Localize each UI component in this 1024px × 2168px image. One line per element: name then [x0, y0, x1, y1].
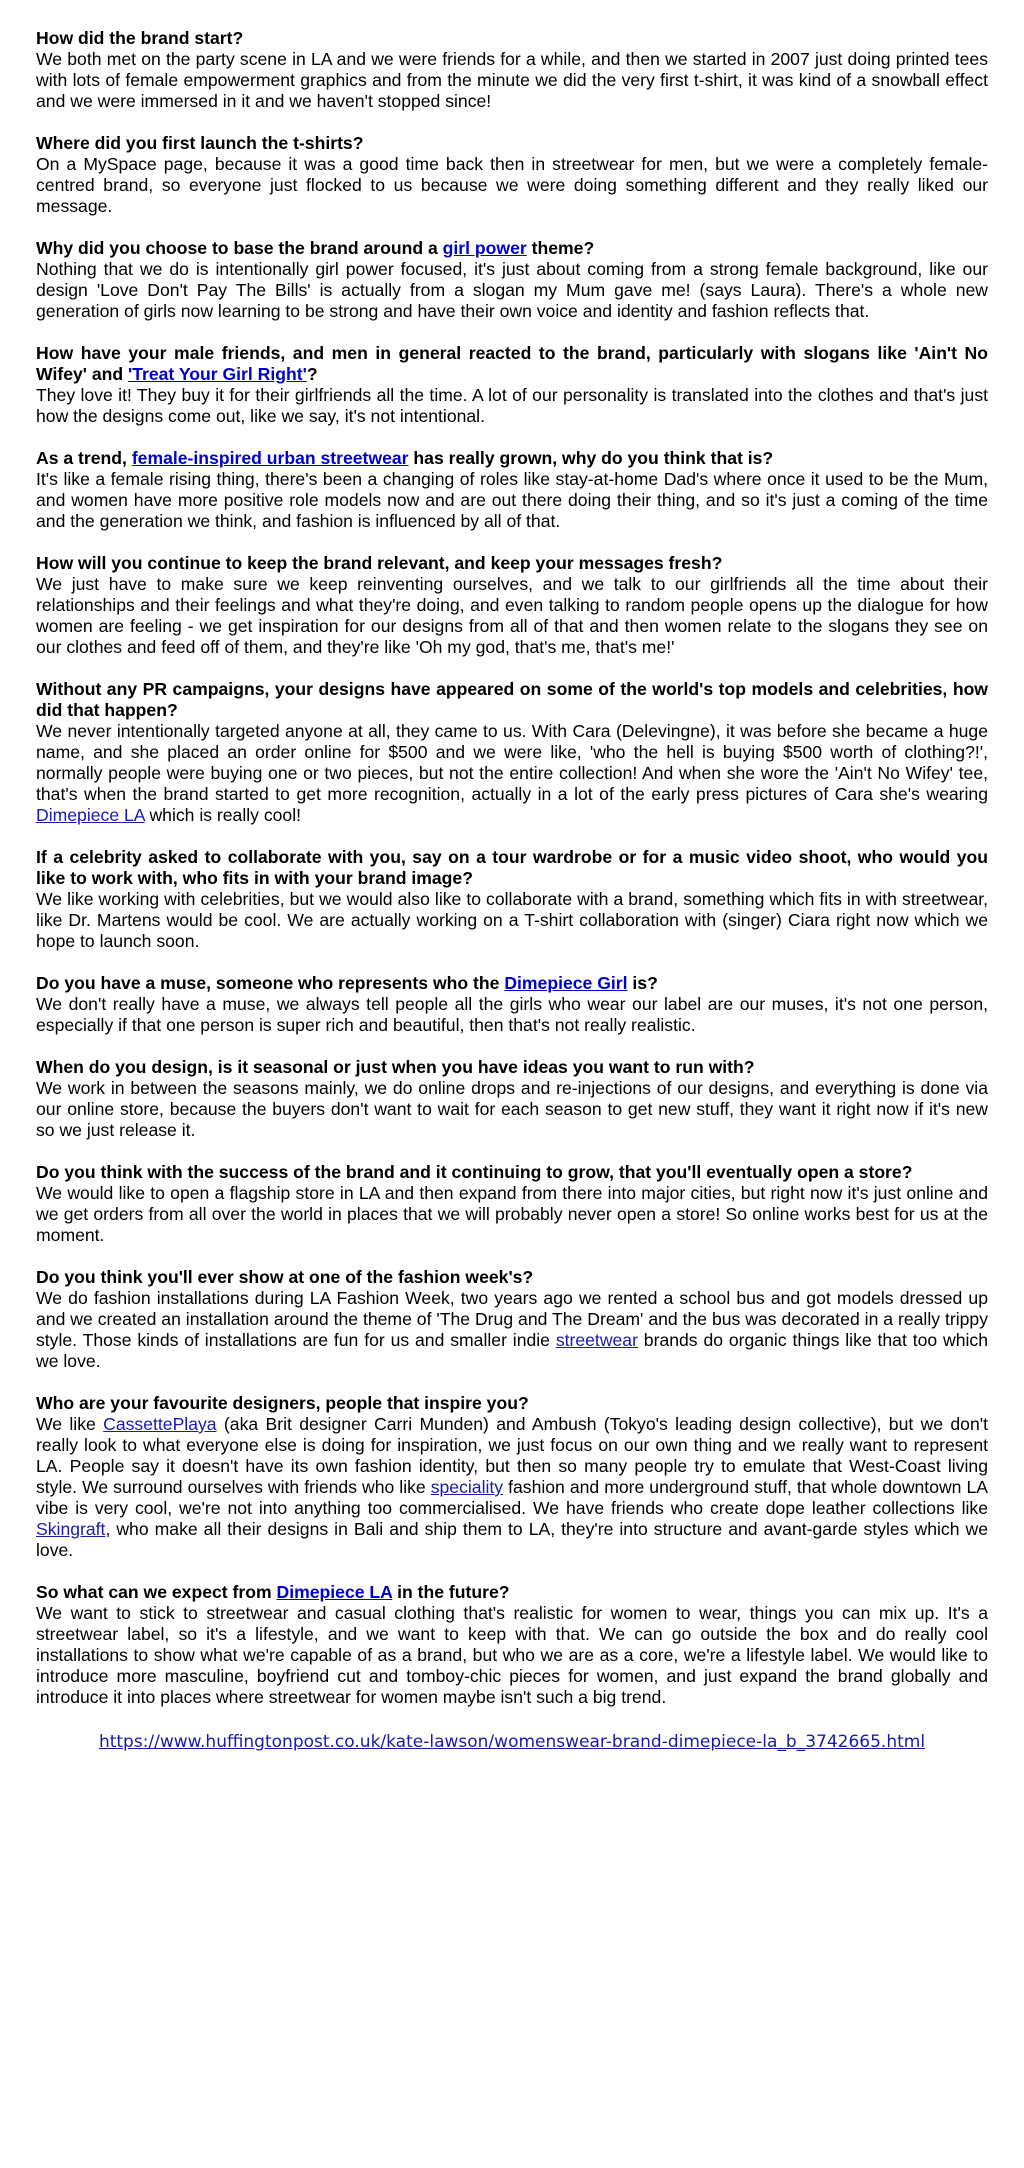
- qa-block: [36, 1393, 988, 1561]
- question-text: Why did you choose to base the brand around a: [36, 238, 443, 258]
- answer-text: fashion and more underground stuff, that whole downtown LA vibe is very cool, we're not into anything too commercialised. We have friends who create dope leather collections like: [36, 1477, 988, 1518]
- question-text: Do you have a muse, someone who represents who the: [36, 973, 505, 993]
- link-speciality[interactable]: speciality: [430, 1477, 504, 1497]
- link-streetwear[interactable]: streetwear: [555, 1330, 638, 1350]
- answer: [36, 1414, 988, 1561]
- qa-block: [36, 1057, 988, 1141]
- qa-block: [36, 343, 988, 427]
- question-text: As a trend,: [36, 448, 132, 468]
- answer-text: We don't really have a muse, we always tell people all the girls who wear our label are our muses, it's not one person, especially if that one person is super rich and beautiful, then that's not really realistic.: [36, 994, 988, 1035]
- answer: [36, 994, 988, 1036]
- question-text: How will you continue to keep the brand relevant, and keep your messages fresh?: [36, 553, 723, 573]
- answer-text: We do fashion installations during LA Fashion Week, two years ago we rented a school bus and got models dressed up and we created an installation around the theme of 'The Drug and The Dream' and the bus was decorated in a really trippy style. Those kinds of installations are fun for us and smaller indie: [36, 1288, 988, 1350]
- link-girl-power[interactable]: girl power: [442, 238, 527, 258]
- qa-block: [36, 679, 988, 826]
- source-url-link[interactable]: https://www.huffingtonpost.co.uk/kate-lawson/womenswear-brand-dimepiece-la_b_3742665.html: [98, 1732, 926, 1752]
- question: [36, 847, 988, 889]
- answer: [36, 49, 988, 112]
- answer-text: brands do organic things like that too which we love.: [36, 1330, 988, 1371]
- question-text: Where did you first launch the t-shirts?: [36, 133, 364, 153]
- answer: [36, 1183, 988, 1246]
- source-link-row: [36, 1732, 988, 1753]
- answer: [36, 469, 988, 532]
- answer-text: On a MySpace page, because it was a good time back then in streetwear for men, but we were a completely female-centred brand, so everyone just flocked to us because we were doing something different and they really liked our message.: [36, 154, 988, 216]
- link-dimepiece-la[interactable]: Dimepiece LA: [36, 805, 145, 825]
- answer-text: Nothing that we do is intentionally girl power focused, it's just about coming from a strong female background, like our design 'Love Don't Pay The Bills' is actually from a slogan my Mum gave me! (says Laura). There's a whole new generation of girls now learning to be strong and have their own voice and identity and fashion reflects that.: [36, 259, 988, 321]
- answer-text: It's like a female rising thing, there's been a changing of roles like stay-at-home Dad's where once it used to be the Mum, and women have more positive role models now and are out there doing their thing, and so it's just a coming of the time and the generation we think, and fashion is influenced by all of that.: [36, 469, 988, 531]
- question: [36, 553, 988, 574]
- question: [36, 1393, 988, 1414]
- qa-block: [36, 1162, 988, 1246]
- answer-text: We want to stick to streetwear and casual clothing that's realistic for women to wear, things you can mix up. It's a streetwear label, so it's a lifestyle, and we want to keep with that. We can go outside the box and do really cool installations to show what we're capable of as a brand, but who we are as a core, we're a lifestyle label. We would like to introduce more masculine, boyfriend cut and tomboy-chic pieces for women, and just expand the brand globally and introduce it into places where streetwear for women maybe isn't such a big trend.: [36, 1603, 988, 1707]
- link-female-inspired-urban-streetwear[interactable]: female-inspired urban streetwear: [131, 448, 409, 468]
- answer: [36, 889, 988, 952]
- answer: [36, 721, 988, 826]
- question: [36, 1267, 988, 1288]
- answer-text: They love it! They buy it for their girlfriends all the time. A lot of our personality is translated into the clothes and that's just how the designs come out, like we say, it's not intentional.: [36, 385, 988, 426]
- qa-block: [36, 847, 988, 952]
- question-text: in the future?: [392, 1582, 510, 1602]
- answer-text: We would like to open a flagship store in LA and then expand from there into major cities, but right now it's just online and we get orders from all over the world in places that we will probably never open a store! So online works best for us at the moment.: [36, 1183, 988, 1245]
- link-dimepiece-la[interactable]: Dimepiece LA: [276, 1582, 393, 1602]
- qa-block: [36, 238, 988, 322]
- question: [36, 343, 988, 385]
- answer: [36, 1288, 988, 1372]
- answer-text: (aka Brit designer Carri Munden) and Ambush (Tokyo's leading design collective), but we don't really look to what everyone else is doing for inspiration, we just focus on our own thing and we really want to represent LA. People say it doesn't have its own fashion identity, but then so many people try to emulate that West-Coast living style. We surround ourselves with friends who like: [36, 1414, 988, 1497]
- question-text: Who are your favourite designers, people that inspire you?: [36, 1393, 529, 1413]
- answer-text: We like: [36, 1414, 104, 1434]
- answer: [36, 259, 988, 322]
- question: [36, 448, 988, 469]
- question: [36, 679, 988, 721]
- answer-text: We never intentionally targeted anyone at all, they came to us. With Cara (Delevingne), it was before she became a huge name, and she placed an order online for $500 and we were like, 'who the hell is buying $500 worth of clothing?!', normally people were buying one or two pieces, but not the entire collection! And when she wore the 'Ain't No Wifey' tee, that's when the brand started to get more recognition, actually in a lot of the early press pictures of Cara she's wearing: [36, 721, 988, 804]
- question-text: Without any PR campaigns, your designs have appeared on some of the world's top models and celebrities, how did that happen?: [36, 679, 988, 720]
- qa-block: [36, 133, 988, 217]
- link-cassetteplaya[interactable]: CassettePlaya: [103, 1414, 217, 1434]
- answer-text: We just have to make sure we keep reinventing ourselves, and we talk to our girlfriends all the time about their relationships and their feelings and what they're doing, and even talking to random people opens up the dialogue for how women are feeling - we get inspiration for our designs from all of that and then women relate to the slogans they see on our clothes and feed off of them, and they're like 'Oh my god, that's me, that's me!': [36, 574, 988, 657]
- answer-text: which is really cool!: [144, 805, 302, 825]
- question: [36, 973, 988, 994]
- qa-block: [36, 553, 988, 658]
- answer: [36, 154, 988, 217]
- answer: [36, 1603, 988, 1708]
- question-text: theme?: [526, 238, 595, 258]
- question: [36, 1162, 988, 1183]
- question: [36, 1057, 988, 1078]
- question: [36, 238, 988, 259]
- question-text: Do you think you'll ever show at one of the fashion week's?: [36, 1267, 534, 1287]
- answer: [36, 385, 988, 427]
- qa-block: [36, 1267, 988, 1372]
- qa-block: [36, 1582, 988, 1708]
- link-treat-your-girl-right[interactable]: 'Treat Your Girl Right': [128, 364, 307, 384]
- question-text: ?: [306, 364, 318, 384]
- link-skingraft[interactable]: Skingraft: [36, 1519, 106, 1539]
- question: [36, 133, 988, 154]
- question-text: Do you think with the success of the brand and it continuing to grow, that you'll eventually open a store?: [36, 1162, 913, 1182]
- qa-block: [36, 28, 988, 112]
- answer-text: , who make all their designs in Bali and ship them to LA, they're into structure and avant-garde styles which we love.: [36, 1519, 988, 1560]
- question-text: If a celebrity asked to collaborate with you, say on a tour wardrobe or for a music video shoot, who would you like to work with, who fits in with your brand image?: [36, 847, 988, 888]
- question: [36, 1582, 988, 1603]
- qa-block: [36, 973, 988, 1036]
- question: [36, 28, 988, 49]
- question-text: When do you design, is it seasonal or just when you have ideas you want to run with?: [36, 1057, 755, 1077]
- answer: [36, 574, 988, 658]
- question-text: How have your male friends, and men in general reacted to the brand, particularly with slogans like 'Ain't No Wifey' and: [36, 343, 988, 384]
- question-text: is?: [627, 973, 658, 993]
- qa-block: [36, 448, 988, 532]
- answer: [36, 1078, 988, 1141]
- link-dimepiece-girl[interactable]: Dimepiece Girl: [504, 973, 628, 993]
- answer-text: We work in between the seasons mainly, we do online drops and re-injections of our designs, and everything is done via our online store, because the buyers don't want to wait for each season to get new stuff, they want it right now if it's new so we just release it.: [36, 1078, 988, 1140]
- answer-text: We both met on the party scene in LA and we were friends for a while, and then we started in 2007 just doing printed tees with lots of female empowerment graphics and from the minute we did the very first t-shirt, it was kind of a snowball effect and we were immersed in it and we haven't stopped since!: [36, 49, 988, 111]
- answer-text: We like working with celebrities, but we would also like to collaborate with a brand, something which fits in with streetwear, like Dr. Martens would be cool. We are actually working on a T-shirt collaboration with (singer) Ciara right now which we hope to launch soon.: [36, 889, 988, 951]
- question-text: How did the brand start?: [36, 28, 244, 48]
- question-text: So what can we expect from: [36, 1582, 277, 1602]
- question-text: has really grown, why do you think that is?: [408, 448, 774, 468]
